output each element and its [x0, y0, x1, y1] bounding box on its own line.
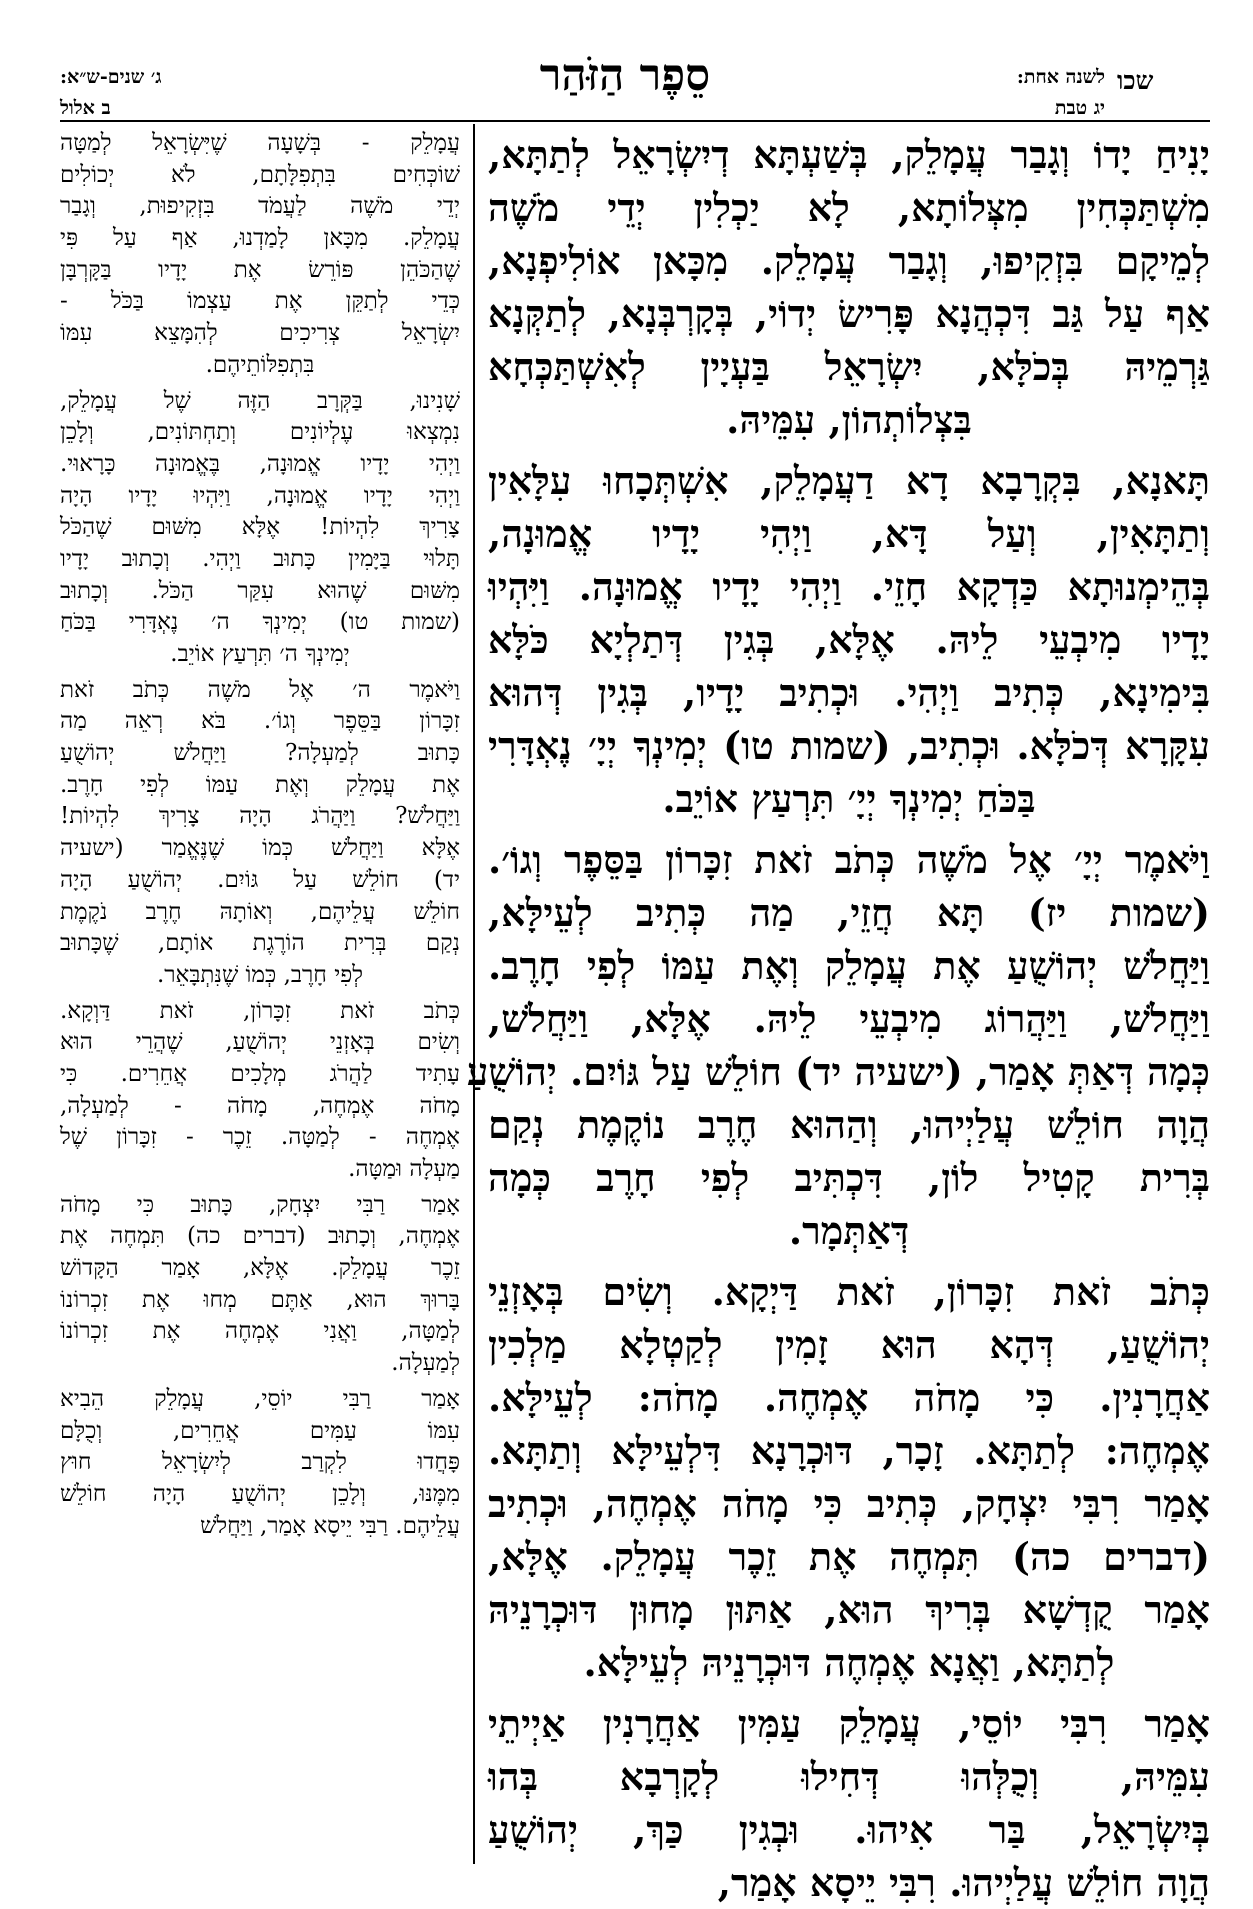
text-line: אֶמְחֶה: לְתַתָּא. זָכָר, דּוּכְרָנָא דִּלְעֵילָּא וְתַתָּא.: [488, 1428, 1210, 1473]
page-number: שכו: [1117, 66, 1154, 95]
text-line: יְמִינְךָ ה׳ תִּרְעַץ אוֹיֵב.: [170, 641, 350, 667]
text-line: כְּתֹב זֹאת זִכָּרוֹן, זֹאת דַּיְקָא. וְשִׂים בְּאָזְנֵי: [488, 1269, 1210, 1314]
paragraph-gap: [488, 825, 1210, 833]
text-line: גַּרְמֵיהּ בְּכֹלָּא, יִשְׂרָאֵל בַּעְיָין לְאִשְׁתַּכְּחָא: [488, 344, 1210, 389]
text-line: עִמֵּיהּ, וְכֻלְּהוּ דְּחִילוּ לְקָרְבָא בְּהוּ: [488, 1754, 1210, 1799]
paragraph-gap: [488, 446, 1210, 454]
text-line: בְּרִית קָטִיל לוֹן, דִּכְתִּיב לְפִי חָרֶב כְּמָה: [488, 1155, 1210, 1200]
paragraph-gap: [488, 1257, 1210, 1265]
text-line: זֵכֶר עֲמָלֵק. אֶלָּא, אָמַר הַקָּדוֹשׁ: [60, 1255, 460, 1282]
text-line: יד) חוֹלֵשׁ עַל גּוֹיִם. יְהוֹשֻׁעַ הָיָה: [60, 866, 460, 893]
text-line: וַיְהִי יָדָיו אֱמוּנָה, וַיִּהְיוּ יָדָיו הָיָה: [60, 482, 460, 509]
text-line: וַיַּחֲלֹשׁ יְהוֹשֻׁעַ אֶת עֲמָלֵק וְאֶת עַמּוֹ לְפִי חָרֶב.: [488, 943, 1210, 988]
schedule-one-year-label: לשנה אחת:: [1016, 66, 1105, 88]
text-line: אֶמְחֶה, וְכָתוּב (דברים כה) תִּמְחֶה אֶת: [60, 1223, 460, 1250]
text-line: וַיֹּאמֶר ה׳ אֶל מֹשֶׁה כְּתֹב זֹאת: [60, 676, 460, 703]
text-line: יָדָיו מִיבְעֵי לֵיהּ. אֶלָּא, בְּגִין דְּתַלְיָא כֹּלָּא: [488, 617, 1210, 662]
text-line: בְּהֵימְנוּתָא כַּדְקָא חָזֵי. וַיְהִי יָדָיו אֱמוּנָה. וַיִּהְיוּ: [488, 564, 1210, 609]
text-line: תָּאנָא, בִּקְרָבָא דָא דַעֲמָלֵק, אִשְׁתְּכָחוּ עִלָּאִין: [488, 458, 1210, 503]
schedule-three-years-date: ב אלול: [60, 97, 111, 119]
text-line: צָרִיךְ לִהְיוֹת! אֶלָּא מִשּׁוּם שֶׁהַכֹּל: [60, 514, 460, 541]
text-line: (שמות טו) יְמִינְךָ ה׳ נֶאְדָּרִי בַּכֹּחַ: [60, 609, 460, 636]
column-divider: [473, 124, 475, 1864]
text-line: בִּימִינָא, כְּתִיב וַיְהִי. וּכְתִיב יָדָיו, בְּגִין דְּהוּא: [488, 670, 1210, 715]
text-line: מִשְׁתַּכְּחִין מִצְּלוֹתָא, לָא יַכְלִין יְדֵי מֹשֶׁה: [488, 185, 1210, 230]
text-line: חוֹלֵשׁ עֲלֵיהֶם, וְאוֹתָהּ חֶרֶב נֹקֶמֶת: [60, 898, 460, 925]
text-line: אָמַר רַבִּי יוֹסֵי, עֲמָלֵק הֵבִיא: [60, 1385, 460, 1412]
text-line: שׁוֹכְּחִים בִּתְפִלָּתָם, לֹא יְכוֹלִים: [60, 161, 460, 188]
text-line: בַּכֹּחַ יְמִינְךָ יְיָ׳ תִּרְעַץ אוֹיֵב.: [662, 776, 1036, 821]
text-line: בָּרוּךְ הוּא, אַתֶּם מְחוּ אֶת זִכְרוֹנוֹ: [60, 1286, 460, 1313]
text-line: אַף עַל גַּב דִּכְהֲנָא פָּרִישׂ יְדוֹי, בְּקָרְבְּנָא, לְתַקְּנָא: [488, 291, 1210, 336]
text-line: זִכָּרוֹן בַּסֵּפֶר וְגוֹ׳. בֹּא רְאֵה מַה: [60, 708, 460, 735]
text-line: אַחֲרָנִין. כִּי מָחֹה אֶמְחֶה. מָחֹה: לְעֵילָּא.: [488, 1375, 1210, 1420]
text-line: מַעְלָה וּמַטָּה.: [348, 1156, 460, 1182]
text-line: וַיֹּאמֶר יְיָ׳ אֶל מֹשֶׁה כְּתֹב זֹאת זִכָּרוֹן בַּסֵּפֶר וְגוֹ׳.: [488, 837, 1210, 882]
text-line: נְקַם בְּרִית הוֹרֶגֶת אוֹתָם, שֶׁכָּתוּב: [60, 930, 460, 957]
text-line: אֶת עֲמָלֵק וְאֶת עַמּוֹ לְפִי חָרֶב.: [60, 771, 460, 798]
text-line: יִשְׂרָאֵל צְרִיכִים לְהִמָּצֵא עִמּוֹ: [60, 320, 460, 347]
paragraph-gap: [488, 1689, 1210, 1697]
text-line: אֶמְחֶה - לְמַטָּה. זֵכֶר - זִכָּרוֹן שֶׁל: [60, 1124, 460, 1151]
text-line: נִמְצְאוּ עֶלְיוֹנִים וְתַחְתּוֹנִים, וְלָכֵן: [60, 419, 460, 446]
text-line: אָמַר רַבִּי יִצְחָק, כָּתוּב כִּי מָחֹה: [60, 1191, 460, 1218]
text-line: לְתַתָּא, וַאֲנָא אֶמְחֶה דּוּכְרָנֵיהּ לְעֵילָּא.: [583, 1640, 1115, 1685]
text-line: כְּדֵי לְתַקֵּן אֶת עַצְמוֹ בַּכֹּל -: [60, 288, 460, 315]
text-line: (שמות יז) תָּא חֲזֵי, מַה כְּתִיב לְעֵילָּא,: [488, 890, 1210, 935]
text-line: לְמַטָּה, וַאֲנִי אֶמְחֶה אֶת זִכְרוֹנוֹ: [60, 1318, 460, 1345]
text-line: שָׁנִינוּ, בַּקְּרָב הַזֶּה שֶׁל עֲמָלֵק,: [60, 387, 460, 414]
text-line: וְשִׂים בְּאָזְנֵי יְהוֹשֻׁעַ, שֶׁהֲרֵי הוּא: [60, 1029, 460, 1056]
text-line: פָּחֲדוּ לִקְרַב לְיִשְׂרָאֵל חוּץ: [60, 1449, 460, 1476]
text-line: בִּתְפִלּוֹתֵיהֶם.: [205, 351, 315, 378]
text-line: מָחֹה אֶמְחֶה, מָחֹה - לְמַעְלָה,: [60, 1092, 460, 1119]
header-rule: [60, 120, 1210, 122]
text-line: עִקָּרָא דְּכֹלָּא. וּכְתִיב, (שמות טו) יְמִינְךָ יְיָ׳ נֶאְדָּרִי: [488, 723, 1210, 768]
text-line: וַיְהִי יָדָיו אֱמוּנָה, בֶּאֱמוּנָה כָּרָאוּי.: [60, 450, 460, 477]
text-line: בְּיִשְׂרָאֵל, בַּר אִיהוּ. וּבְגִין כַּךְ, יְהוֹשֻׁעַ: [488, 1807, 1210, 1852]
hebrew-translation-column: [60, 128, 460, 1868]
text-line: לְמֵיקָם בִּזְקִיפוּ, וְגָבַר עֲמָלֵק. מִכָּאן אוֹלִיפְנָא,: [488, 238, 1210, 283]
text-line: דְּאַתְּמָר.: [788, 1208, 910, 1253]
text-line: וְתַתָּאִין, וְעַל דָּא, וַיְהִי יָדָיו אֱמוּנָה,: [488, 511, 1210, 556]
text-line: כָּתוּב לְמַעְלָה? וַיַּחֲלֹשׁ יְהוֹשֻׁעַ: [60, 740, 460, 767]
text-line: לְפִי חָרֶב, כְּמוֹ שֶׁנִּתְבָּאֵר.: [156, 961, 364, 988]
text-line: כְּמָה דְּאַתְּ אָמַר, (ישעיה יד) חוֹלֵשׁ עַל גּוֹיִם. יְהוֹשֻׁעַ: [466, 1049, 1210, 1094]
text-line: אֶלָּא וַיַּחֲלֹשׁ כְּמוֹ שֶׁנֶּאֱמַר (ישעיה: [60, 835, 460, 862]
text-line: אָמַר קֻדְשָׁא בְּרִיךְ הוּא, אַתּוּן מָחוּן דּוּכְרָנֵיהּ: [488, 1587, 1210, 1632]
text-line: אָמַר רִבִּי יוֹסֵי, עֲמָלֵק עַמִּין אַחֲרָנִין אַיְיתֵי: [488, 1701, 1210, 1746]
text-line: וַיַּחֲלֹשׁ? וַיַּהֲרֹג הָיָה צָרִיךְ לִהְיוֹת!: [60, 803, 460, 830]
text-line: הֲוָה חוֹלֵשׁ עֲלַיְיהוּ, וְהַהוּא חֶרֶב נוֹקֶמֶת נְקַם: [488, 1102, 1210, 1147]
text-line: אָמַר רִבִּי יִצְחָק, כְּתִיב כִּי מָחֹה אֶמְחֶה, וּכְתִיב: [488, 1481, 1210, 1526]
text-line: עִמּוֹ עַמִּים אֲחֵרִים, וְכֻלָּם: [60, 1417, 460, 1444]
text-line: וַיַּחֲלֹשׁ, וַיַּהֲרוֹג מִיבְעֵי לֵיהּ. אֶלָּא, וַיַּחֲלֹשׁ,: [488, 996, 1210, 1041]
text-line: מִשּׁוּם שֶׁהוּא עִקַּר הַכֹּל. וְכָתוּב: [60, 577, 460, 604]
text-line: מִמֶּנּוּ, וְלָכֵן יְהוֹשֻׁעַ הָיָה חוֹלֵשׁ: [60, 1480, 460, 1507]
text-line: כְּתֹב זֹאת זִכָּרוֹן, זֹאת דַּוְקָא.: [60, 997, 460, 1024]
text-line: עֲמָלֵק - בְּשָׁעָה שֶׁיִּשְׂרָאֵל לְמַטָּה: [60, 130, 460, 156]
text-line: לְמַעְלָה.: [391, 1350, 460, 1377]
book-title: סֵפֶר הַזֹּהַר: [539, 50, 711, 101]
text-line: יְהוֹשֻׁעַ, דְּהָא הוּא זָמִין לְקַטְלָא מַלְכִין: [488, 1322, 1210, 1367]
text-line: (דברים כה) תִּמְחֶה אֶת זֵכֶר עֲמָלֵק. אֶלָּא,: [488, 1534, 1210, 1579]
schedule-three-years-label: ג׳ שנים-ש״א:: [60, 66, 162, 88]
schedule-one-year-date: יג טבת: [1054, 97, 1105, 119]
zohar-aramaic-column: [466, 128, 1210, 1905]
text-line: עֲמָלֵק. מִכָּאן לָמַדְנוּ, אַף עַל פִּי: [60, 225, 460, 252]
text-line: עָתִיד לַהֲרֹג מְלָכִים אֲחֵרִים. כִּי: [60, 1060, 460, 1087]
text-line: שֶׁהַכֹּהֵן פּוֹרֵשׂ אֶת יָדָיו בַּקָּרְבָּן: [60, 256, 460, 283]
text-line: תָּלוּי בַּיָּמִין כָּתוּב וַיְהִי. וְכָתוּב יָדָיו: [60, 545, 460, 572]
text-line: יְדֵי מֹשֶׁה לַעֲמֹד בִּזְקִיפוּת, וְגָבַר: [60, 193, 460, 220]
text-line: הֲוָה חוֹלֵשׁ עֲלַיְיהוּ. רִבִּי יֵיסָא אָמַר,: [717, 1860, 1210, 1905]
text-line: יָנִיחַ יָדוֹ וְגָבַר עֲמָלֵק, בְּשַׁעְתָּא דְיִשְׂרָאֵל לְתַתָּא,: [488, 132, 1210, 177]
text-line: בִּצְלוֹתְהוֹן, עִמֵּיהּ.: [726, 397, 972, 442]
text-line: עֲלֵיהֶם. רַבִּי יֵיסָא אָמַר, וַיַּחֲלֹשׁ: [200, 1512, 460, 1539]
